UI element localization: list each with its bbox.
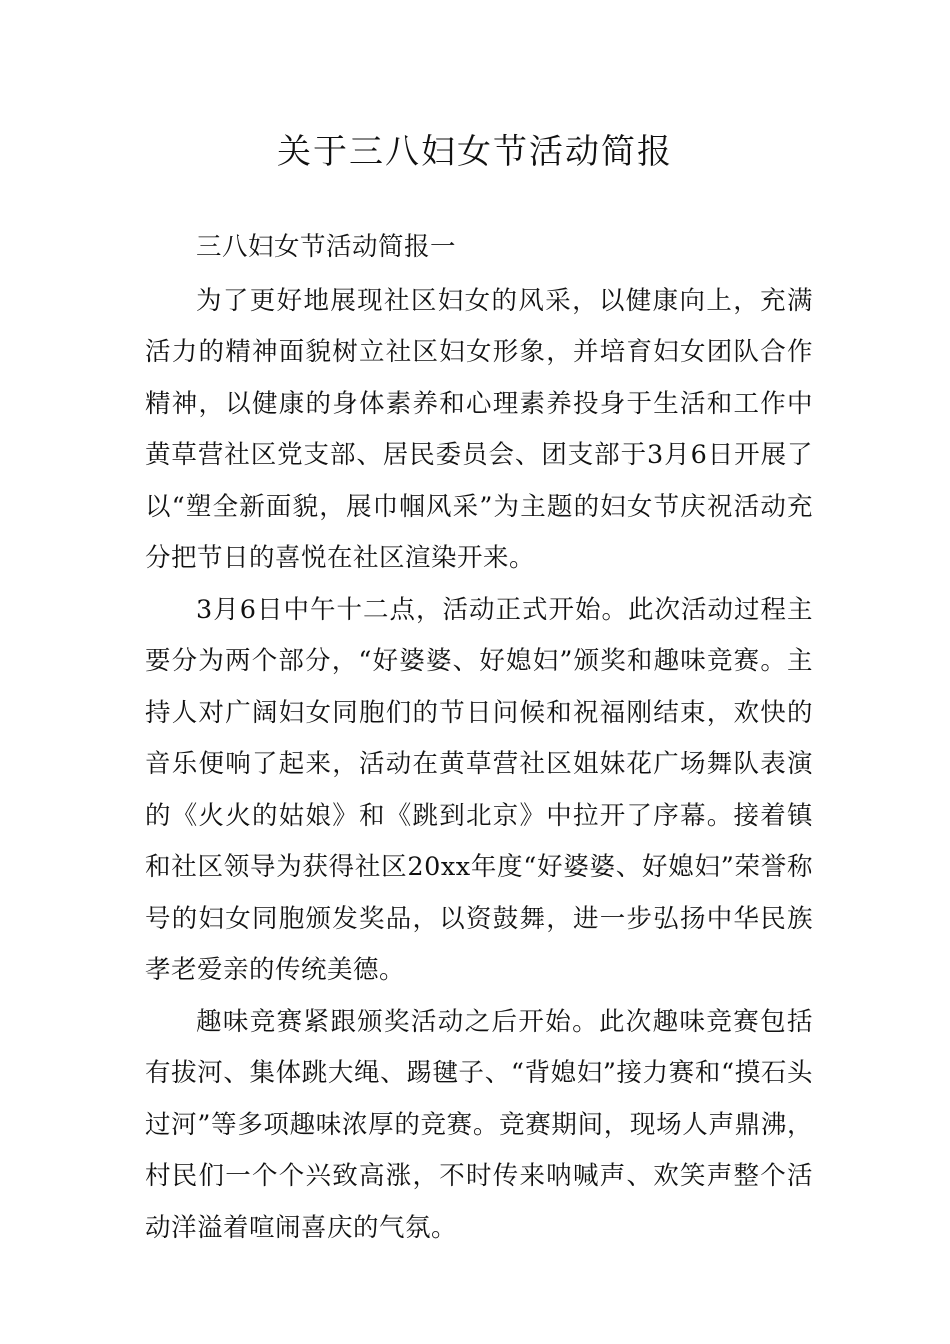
paragraph-ceremony: 3月6日中午十二点，活动正式开始。此次活动过程主要分为两个部分，“好婆婆、好媳妇”颁奖和趣味竞赛。主持人对广阔妇女同胞们的节日问候和祝福刚结束，欢快的音乐便响了起来，活动在黄草营社区姐妹花广场舞队表演的《火火的姑娘》和《跳到北京》中拉开了序幕。接着镇和社区领导为获得社区20xx年度“好婆婆、好媳妇”荣誉称号的妇女同胞颁发奖品，以资鼓舞，进一步弘扬中华民族孝老爱亲的传统美德。 [145, 594, 813, 985]
document-title: 关于三八妇女节活动简报 [277, 132, 673, 172]
document-body [145, 222, 813, 1254]
paragraph-intro: 为了更好地展现社区妇女的风采，以健康向上，充满活力的精神面貌树立社区妇女形象，并培育妇女团队合作精神，以健康的身体素养和心理素养投身于生活和工作中黄草营社区党支部、居民委员会、团支部于3月6日开展了以“塑全新面貌，展巾帼风采”为主题的妇女节庆祝活动充分把节日的喜悦在社区渲染开来。 [145, 285, 813, 573]
paragraph-competition: 趣味竞赛紧跟颁奖活动之后开始。此次趣味竞赛包括有拔河、集体跳大绳、踢毽子、“背媳妇”接力赛和“摸石头过河”等多项趣味浓厚的竞赛。竞赛期间，现场人声鼎沸，村民们一个个兴致高涨，不时传来呐喊声、欢笑声整个活动洋溢着喧闹喜庆的气氛。 [145, 1006, 813, 1243]
section-subtitle: 三八妇女节活动简报一 [196, 232, 457, 262]
